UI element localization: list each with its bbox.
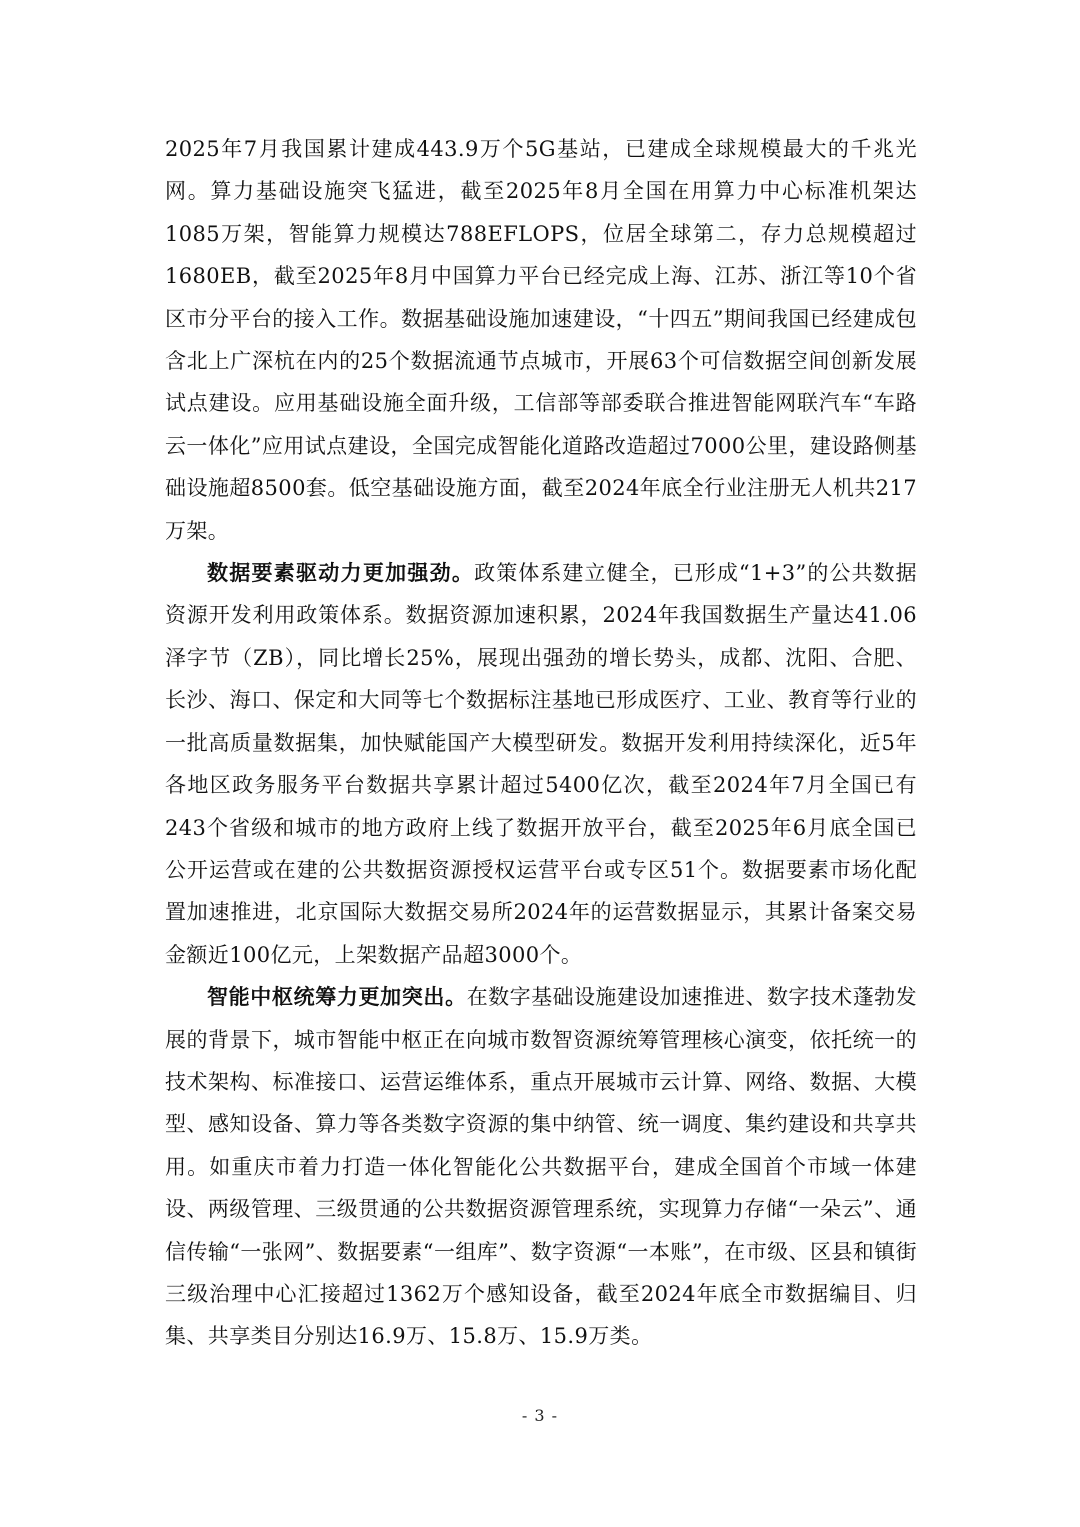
page-number: - 3 - <box>521 1406 559 1425</box>
paragraph-text: 2025年7月我国累计建成443.9万个5G基站，已建成全球规模最大的千兆光网。算力基础设施突飞猛进，截至2025年8月全国在用算力中心标准机架达1085万架，智能算力规模达788EFLOPS，位居全球第二，存力总规模超过1680EB，截至2025年8月中国算力平台已经完成上海、江苏、浙江等10个省区市分平台的接入工作。数据基础设施加速建设，“十四五”期间我国已经建成包含北上广深杭在内的25个数据流通节点城市，开展63个可信数据空间创新发展试点建设。应用基础设施全面升级，工信部等部委联合推进智能网联汽车“车路云一体化”应用试点建设，全国完成智能化道路改造超过7000公里，建设路侧基础设施超8500套。低空基础设施方面，截至2024年底全行业注册无人机共217万架。 <box>165 137 917 543</box>
paragraph-text: 政策体系建立健全，已形成“1+3”的公共数据资源开发利用政策体系。数据资源加速积累，2024年我国数据生产量达41.06泽字节（ZB），同比增长25%，展现出强劲的增长势头，成都、沈阳、合肥、长沙、海口、保定和大同等七个数据标注基地已形成医疗、工业、教育等行业的一批高质量数据集，加快赋能国产大模型研发。数据开发利用持续深化，近5年各地区政务服务平台数据共享累计超过5400亿次，截至2024年7月全国已有243个省级和城市的地方政府上线了数据开放平台，截至2025年6月底全国已公开运营或在建的公共数据资源授权运营平台或专区51个。数据要素市场化配置加速推进，北京国际大数据交易所2024年的运营数据显示，其累计备案交易金额近100亿元，上架数据产品超3000个。 <box>165 561 918 967</box>
paragraph-intelligent-hub <box>165 976 917 1358</box>
paragraph-text: 在数字基础设施建设加速推进、数字技术蓬勃发展的背景下，城市智能中枢正在向城市数智资源统筹管理核心演变，依托统一的技术架构、标准接口、运营运维体系，重点开展城市云计算、网络、数据、大模型、感知设备、算力等各类数字资源的集中纳管、统一调度、集约建设和共享共用。如重庆市着力打造一体化智能化公共数据平台，建成全国首个市域一体建设、两级管理、三级贯通的公共数据资源管理系统，实现算力存储“一朵云”、通信传输“一张网”、数据要素“一组库”、数字资源“一本账”，在市级、区县和镇街三级治理中心汇接超过1362万个感知设备，截至2024年底全市数据编目、归集、共享类目分别达16.9万、15.8万、15.9万类。 <box>165 985 918 1349</box>
paragraph-infrastructure <box>165 128 917 552</box>
paragraph-lead: 数据要素驱动力更加强劲。 <box>207 561 475 586</box>
body-text <box>165 128 917 1358</box>
paragraph-data-elements <box>165 552 917 976</box>
paragraph-lead: 智能中枢统筹力更加突出。 <box>207 985 467 1010</box>
